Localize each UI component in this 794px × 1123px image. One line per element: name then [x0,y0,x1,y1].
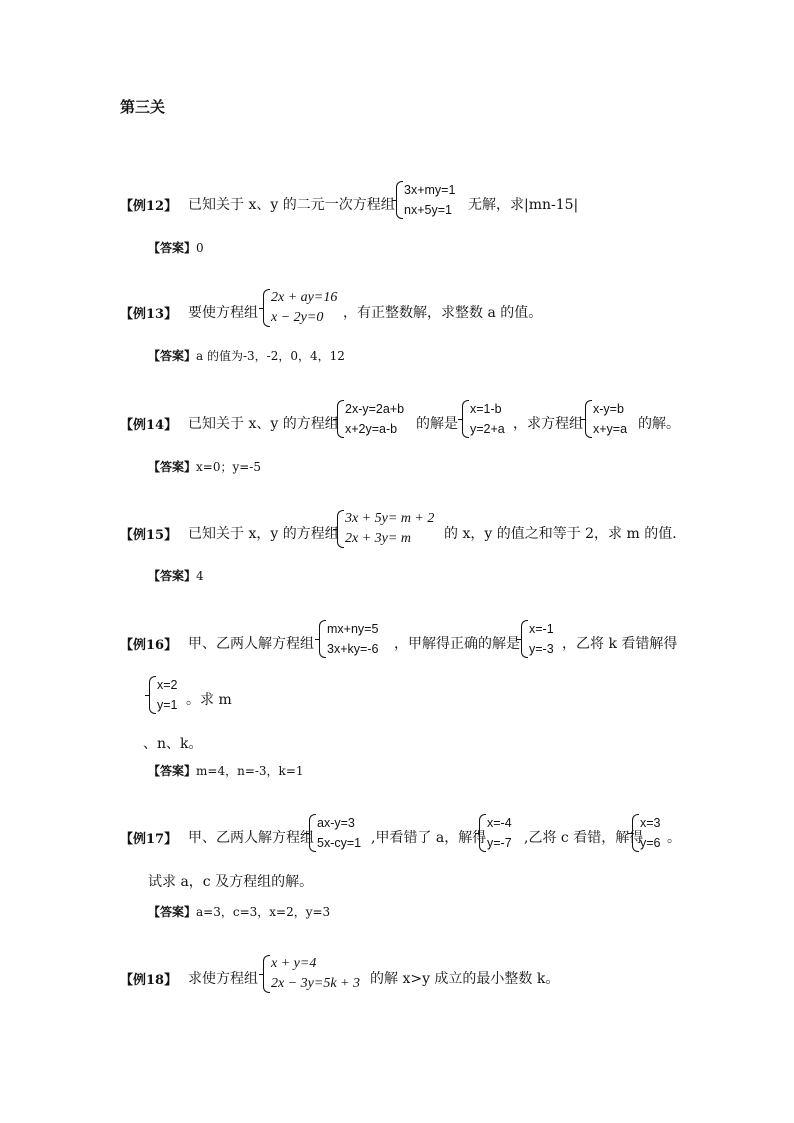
equation: 3x+my=1 [404,183,456,197]
answer [148,903,330,920]
question-text: 的解。 [638,416,680,432]
question-text: 。 [667,830,681,846]
example-label: 【例18】 [120,973,178,988]
example-label: 【例14】 [120,418,178,433]
example-label: 【例12】 [120,199,178,214]
equation: 2x + ay=16 [271,290,338,305]
answer-label: 【答案】 [148,241,197,255]
question-text: 求使方程组 [188,971,258,987]
equation: y=1 [157,698,178,712]
equation: ax-y=3 [317,816,355,830]
question-text: 甲、乙两人解方程组 [188,636,314,652]
answer-label: 【答案】 [148,569,197,583]
equation-system [585,399,627,439]
equation: y=2+a [470,422,505,436]
equation: x+2y=a-b [345,422,398,436]
equation-system [479,813,512,853]
answer [148,239,204,256]
question-text: 已知关于 x、y 的方程组 [188,416,339,432]
answer-value: 4 [196,569,204,583]
answer [148,347,345,364]
equation: 2x + 3y= m [345,531,411,546]
equation: 3x+ky=-6 [327,642,379,656]
equation-system [521,619,554,659]
equation: x=-4 [487,816,512,830]
equation: y=-7 [487,836,512,850]
equation: x+y=a [593,422,628,436]
equation-system [149,675,178,715]
question-text: 已知关于 x，y 的方程组 [188,526,339,542]
equation: 2x-y=2a+b [345,402,405,416]
question-text: ，求方程组 [513,416,583,432]
equation: y=6 [640,836,661,850]
equation-system [263,954,360,994]
question-text: ，有正整数解，求整数 a 的值。 [343,305,543,321]
equation: x-y=b [593,402,624,416]
equation: x=2 [157,678,178,692]
equation-system [632,813,661,853]
equation: mx+ny=5 [327,622,379,636]
equation-system [396,180,455,220]
equation-system [319,619,378,659]
question-text: ,甲看错了 a，解得 [371,830,487,846]
equation-system [263,288,337,328]
answer-value: a 的值为-3，-2，0，4，12 [196,349,345,363]
question-text: ，乙将 k 看错解得 [562,636,678,652]
question-text: 已知关于 x、y 的二元一次方程组 [188,197,395,213]
question-text: ，甲解得正确的解是 [394,636,520,652]
equation: 3x + 5y= m + 2 [345,511,435,526]
question-text: 。求 m [186,692,232,708]
question-text: 要使方程组 [188,305,258,321]
answer [148,458,261,475]
equation: x − 2y=0 [271,310,324,325]
equation-system [337,509,434,549]
question-text: ,乙将 c 看错，解得 [524,830,644,846]
example-label: 【例15】 [120,528,178,543]
answer-label: 【答案】 [148,905,197,919]
answer-value: m=4，n=-3，k=1 [196,764,304,778]
example-label: 【例16】 [120,638,178,653]
equation-system [309,813,361,853]
answer-value: a=3，c=3，x=2，y=3 [196,905,331,919]
question-text: 无解，求|mn-15| [468,197,579,213]
answer-label: 【答案】 [148,349,197,363]
answer [148,762,304,779]
answer-value: x=0；y=-5 [196,460,261,474]
section-title: 第三关 [120,98,166,116]
question-text: 甲、乙两人解方程组 [188,830,314,846]
question-text: 的 x，y 的值之和等于 2，求 m 的值. [444,526,677,542]
equation: nx+5y=1 [404,203,452,217]
equation: 2x − 3y=5k + 3 [271,976,360,991]
answer [148,567,204,584]
equation: x=-1 [529,622,554,636]
question-text: 的解 x>y 成立的最小整数 k。 [370,971,560,987]
equation: x + y=4 [271,956,317,971]
equation: x=3 [640,816,661,830]
equation-system [462,399,505,439]
equation: y=-3 [529,642,554,656]
answer-value: 0 [196,241,204,255]
question-text: 、n、k。 [143,736,203,752]
equation: x=1-b [470,402,502,416]
question-text: 的解是 [416,416,458,432]
equation: 5x-cy=1 [317,836,362,850]
example-label: 【例13】 [120,307,178,322]
example-label: 【例17】 [120,832,178,847]
answer-label: 【答案】 [148,460,197,474]
equation-system [337,399,404,439]
answer-label: 【答案】 [148,764,197,778]
question-text: 试求 a，c 及方程组的解。 [148,874,314,890]
